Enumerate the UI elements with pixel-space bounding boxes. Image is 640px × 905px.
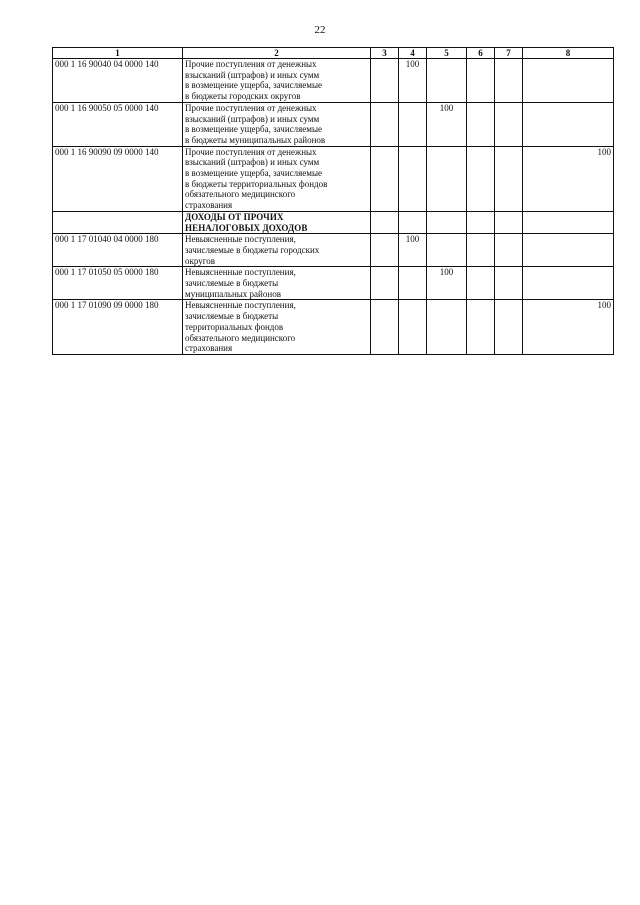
budget-code-cell: 000 1 17 01050 05 0000 180 bbox=[53, 267, 183, 300]
description-line: территориальных фондов bbox=[185, 321, 284, 332]
value-cell-col-5 bbox=[427, 211, 467, 233]
value-cell-col-3 bbox=[371, 146, 399, 211]
description-line: муниципальных районов bbox=[185, 288, 281, 299]
budget-code-cell: 000 1 17 01040 04 0000 180 bbox=[53, 234, 183, 267]
table-row bbox=[53, 102, 614, 146]
description-line: в бюджеты муниципальных районов bbox=[185, 134, 326, 145]
section-title-cell bbox=[183, 211, 371, 233]
value-cell-col-3 bbox=[371, 211, 399, 233]
value-cell-col-6 bbox=[467, 102, 495, 146]
value-cell-col-5 bbox=[427, 59, 467, 103]
value-cell-col-6 bbox=[467, 211, 495, 233]
value-cell-col-6 bbox=[467, 146, 495, 211]
value-cell-col-4 bbox=[399, 146, 427, 211]
column-header-5: 5 bbox=[427, 48, 467, 59]
budget-code-cell: 000 1 16 90040 04 0000 140 bbox=[53, 59, 183, 103]
budget-code-cell: 000 1 16 90090 09 0000 140 bbox=[53, 146, 183, 211]
description-cell bbox=[183, 300, 371, 355]
page-number: 22 bbox=[314, 24, 326, 36]
header-row bbox=[53, 48, 614, 59]
value-cell-col-3 bbox=[371, 234, 399, 267]
description-line: в возмещение ущерба, зачисляемые bbox=[185, 80, 322, 91]
value-cell-col-8 bbox=[523, 102, 614, 146]
value-cell-col-8 bbox=[523, 211, 614, 233]
description-cell bbox=[183, 267, 371, 300]
value-cell-col-5 bbox=[427, 300, 467, 355]
value-cell-col-4 bbox=[399, 211, 427, 233]
value-cell-col-8 bbox=[523, 267, 614, 300]
description-line: зачисляемые в бюджеты bbox=[185, 278, 279, 289]
value-cell-col-8: 100 bbox=[523, 146, 614, 211]
description-line: Невыясненные поступления, bbox=[185, 267, 296, 278]
description-line: ДОХОДЫ ОТ ПРОЧИХ bbox=[185, 211, 284, 222]
description-line: Невыясненные поступления, bbox=[185, 300, 296, 311]
description-cell bbox=[183, 146, 371, 211]
value-cell-col-7 bbox=[495, 211, 523, 233]
value-cell-col-6 bbox=[467, 59, 495, 103]
value-cell-col-5 bbox=[427, 146, 467, 211]
description-line: Прочие поступления от денежных bbox=[185, 102, 317, 113]
description-line: зачисляемые в бюджеты городских bbox=[185, 244, 320, 255]
column-header-3: 3 bbox=[371, 48, 399, 59]
description-line: округов bbox=[185, 255, 215, 266]
column-header-7: 7 bbox=[495, 48, 523, 59]
value-cell-col-7 bbox=[495, 300, 523, 355]
table-header bbox=[53, 48, 614, 59]
description-line: страхования bbox=[185, 343, 233, 354]
description-line: в бюджеты городских округов bbox=[185, 91, 301, 102]
table-body bbox=[53, 59, 614, 355]
description-line: страхования bbox=[185, 200, 233, 211]
description-cell bbox=[183, 59, 371, 103]
budget-code-cell: 000 1 16 90050 05 0000 140 bbox=[53, 102, 183, 146]
table-row bbox=[53, 234, 614, 267]
value-cell-col-4 bbox=[399, 300, 427, 355]
budget-code-cell: 000 1 17 01090 09 0000 180 bbox=[53, 300, 183, 355]
value-cell-col-7 bbox=[495, 59, 523, 103]
value-cell-col-4 bbox=[399, 102, 427, 146]
description-line: взысканий (штрафов) и иных сумм bbox=[185, 113, 320, 124]
description-line: обязательного медицинского bbox=[185, 332, 296, 343]
table-row bbox=[53, 267, 614, 300]
value-cell-col-5: 100 bbox=[427, 102, 467, 146]
table-row bbox=[53, 146, 614, 211]
description-cell bbox=[183, 102, 371, 146]
value-cell-col-6 bbox=[467, 300, 495, 355]
table-row bbox=[53, 300, 614, 355]
column-header-6: 6 bbox=[467, 48, 495, 59]
value-cell-col-4 bbox=[399, 267, 427, 300]
value-cell-col-3 bbox=[371, 300, 399, 355]
description-line: в возмещение ущерба, зачисляемые bbox=[185, 168, 322, 179]
value-cell-col-3 bbox=[371, 267, 399, 300]
value-cell-col-7 bbox=[495, 146, 523, 211]
column-header-8: 8 bbox=[523, 48, 614, 59]
description-line: взысканий (штрафов) и иных сумм bbox=[185, 157, 320, 168]
description-line: Прочие поступления от денежных bbox=[185, 59, 317, 69]
value-cell-col-6 bbox=[467, 267, 495, 300]
value-cell-col-4: 100 bbox=[399, 234, 427, 267]
value-cell-col-3 bbox=[371, 59, 399, 103]
budget-code-cell bbox=[53, 211, 183, 233]
value-cell-col-6 bbox=[467, 234, 495, 267]
description-line: обязательного медицинского bbox=[185, 189, 296, 200]
value-cell-col-7 bbox=[495, 267, 523, 300]
value-cell-col-5 bbox=[427, 234, 467, 267]
value-cell-col-3 bbox=[371, 102, 399, 146]
description-line: НЕНАЛОГОВЫХ ДОХОДОВ bbox=[185, 222, 308, 233]
description-line: в бюджеты территориальных фондов bbox=[185, 178, 328, 189]
description-line: взысканий (штрафов) и иных сумм bbox=[185, 69, 320, 80]
column-header-1: 1 bbox=[53, 48, 183, 59]
value-cell-col-8: 100 bbox=[523, 300, 614, 355]
value-cell-col-8 bbox=[523, 59, 614, 103]
column-header-4: 4 bbox=[399, 48, 427, 59]
description-line: в возмещение ущерба, зачисляемые bbox=[185, 124, 322, 135]
value-cell-col-7 bbox=[495, 102, 523, 146]
description-line: Прочие поступления от денежных bbox=[185, 146, 317, 157]
value-cell-col-5: 100 bbox=[427, 267, 467, 300]
budget-table bbox=[52, 47, 614, 355]
description-line: Невыясненные поступления, bbox=[185, 234, 296, 245]
description-cell bbox=[183, 234, 371, 267]
value-cell-col-7 bbox=[495, 234, 523, 267]
section-heading-row bbox=[53, 211, 614, 233]
column-header-2: 2 bbox=[183, 48, 371, 59]
value-cell-col-4: 100 bbox=[399, 59, 427, 103]
table-row bbox=[53, 59, 614, 103]
description-line: зачисляемые в бюджеты bbox=[185, 311, 279, 322]
value-cell-col-8 bbox=[523, 234, 614, 267]
